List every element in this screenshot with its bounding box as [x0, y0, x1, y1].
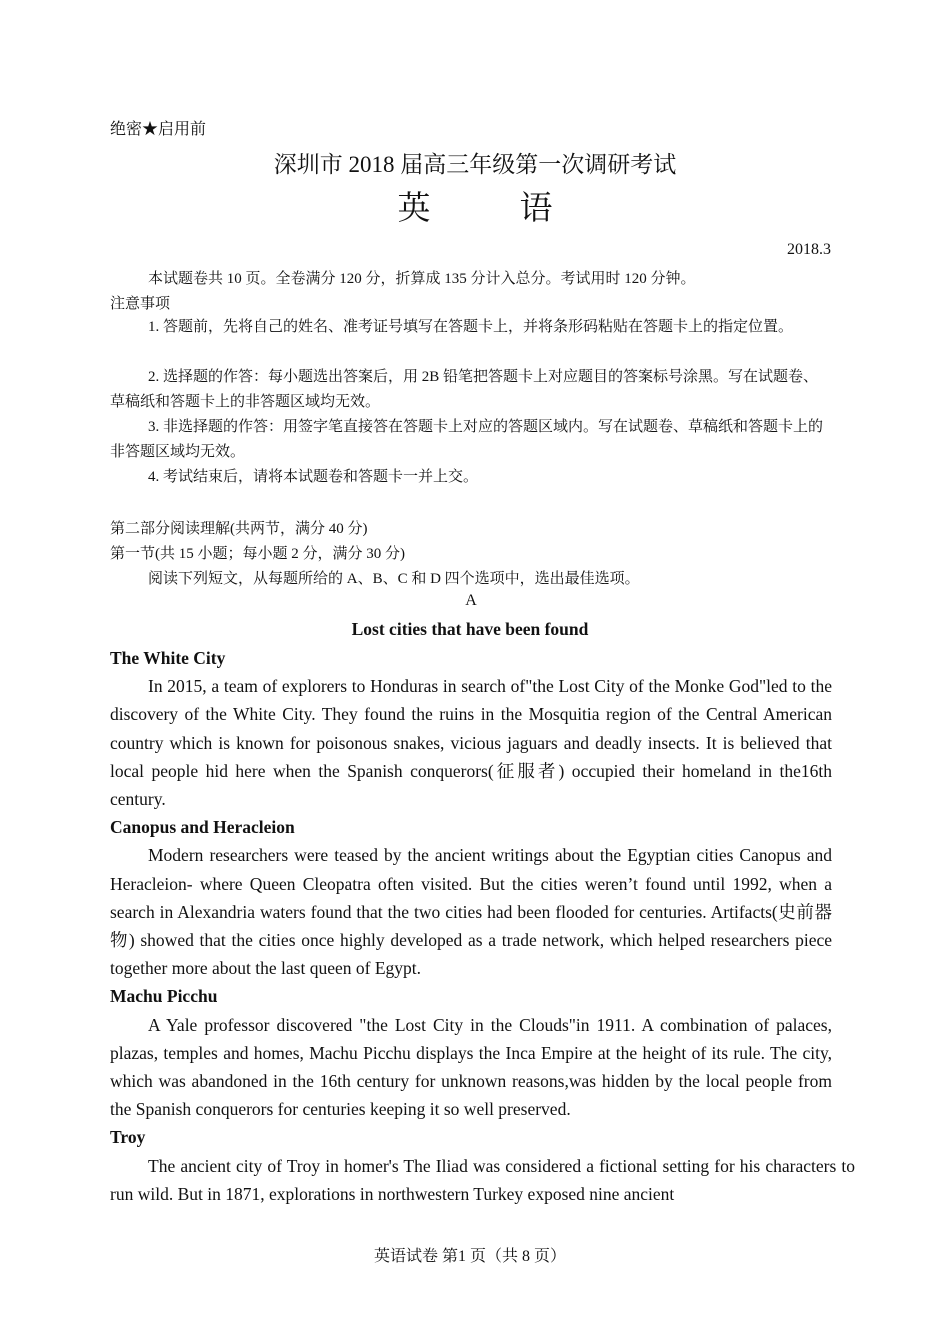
section-paragraph: Modern researchers were teased by the ancient writings about the Egyptian cities Canopus and Heracleion- where Queen Cleopatra often visited. But the cities weren’t found until 1992, when a search in Alexandria waters found that the two cities had been flooded for centuries. Artifacts(史前器物) showed that the cities once highly developed as a trade network, which helped researchers piece together more about the last queen of Egypt. [110, 845, 832, 979]
section-paragraph: A Yale professor discovered "the Lost City in the Clouds"in 1911. A combination of palaces, plazas, temples and homes, Machu Picchu displays the Inca Empire at the height of its rule. The city, which was abandoned in the 16th century for unknown reasons,was hidden by the local people from the Spanish conquerors for centuries keeping it so well preserved. [110, 1014, 832, 1120]
section-instruction: 阅读下列短文，从每题所给的 A、B、C 和 D 四个选项中，选出最佳选项。 [148, 571, 640, 587]
section-heading: The White City [110, 648, 226, 668]
notice-text: 2. 选择题的作答：每小题选出答案后，用 2B 铅笔把答题卡上对应题目的答案标号涂黑。写在试题卷、草稿纸和答题卡上的非答题区域均无效。 [110, 369, 819, 410]
passage-section [110, 1123, 855, 1208]
passage-letter: A [465, 592, 477, 609]
passage-section [110, 982, 832, 1123]
notice-text: 4. 考试结束后，请将本试题卷和答题卡一并上交。 [148, 469, 479, 485]
passage-body [110, 644, 855, 1208]
passage-title: Lost cities that have been found [351, 619, 589, 639]
section-heading: Machu Picchu [110, 986, 218, 1007]
exam-title: 深圳市 2018 届高三年级第一次调研考试 [273, 152, 677, 177]
passage-section [110, 644, 832, 813]
notice-item [110, 365, 832, 415]
section-heading: Canopus and Heracleion [110, 817, 295, 838]
notice-text: 1. 答题前，先将自己的姓名、准考证号填写在答题卡上，并将条形码粘贴在答题卡上的指定位置。 [148, 319, 794, 335]
subject-title: 英 语 [397, 191, 581, 227]
page-footer: 英语试卷 第1 页（共 8 页） [373, 1248, 566, 1265]
notice-item [110, 465, 832, 490]
section-sub: 第一节(共 15 小题；每小题 2 分，满分 30 分) [110, 546, 405, 562]
secret-mark: 绝密★启用前 [110, 121, 207, 138]
section-part: 第二部分阅读理解(共两节，满分 40 分) [110, 521, 368, 537]
exam-summary: 本试题卷共 10 页。全卷满分 120 分，折算成 135 分计入总分。考试用时 120 分钟。 [148, 271, 696, 287]
section-paragraph: The ancient city of Troy in homer's The Iliad was considered a fictional setting for his characters to run wild. But in 1871, explorations in northwestern Turkey exposed nine ancient [110, 1155, 855, 1204]
exam-date: 2018.3 [787, 241, 831, 258]
passage-section [110, 813, 832, 982]
notice-item [110, 415, 832, 465]
section-paragraph: In 2015, a team of explorers to Honduras in search of"the Lost City of the Monke God"led to the discovery of the White City. They found the ruins in the Mosquitia region of the Central American country which is known for poisonous snakes, vicious jaguars and deadly insects. It is believed that local people hid here when the Spanish conquerors(征服者) occupied their homeland in the16th century. [110, 676, 832, 810]
notice-text: 3. 非选择题的作答：用签字笔直接答在答题卡上对应的答题区域内。写在试题卷、草稿纸和答题卡上的非答题区域均无效。 [110, 419, 824, 460]
section-heading: Troy [110, 1127, 146, 1148]
notice-item [110, 315, 832, 340]
notice-heading: 注意事项 [110, 296, 171, 312]
